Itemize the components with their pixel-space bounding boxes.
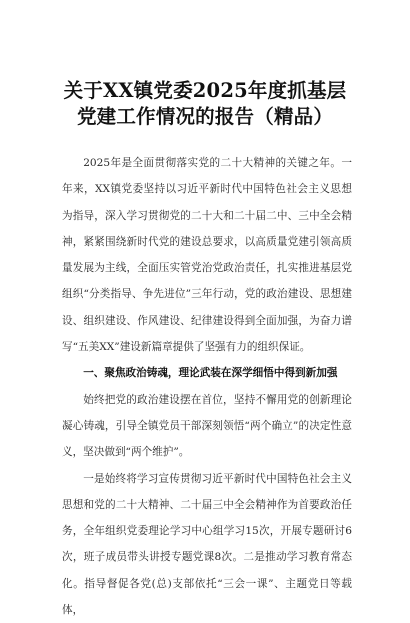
intro-paragraph: 2025年是全面贯彻落实党的二十大精神的关键之年。一年来，XX镇党委坚持以习近平新时代中国特色社会主义思想为指导，深入学习贯彻党的二十大和二十届二中、三中全会精神，紧紧围绕新时代党的建设总要求，以高质量党建引领高质量发展为主线，全面压实管党治党政治责任，扎实推进基层党组织“分类指导、争先进位”三年行动，党的政治建设、思想建设、组织建设、作风建设、纪律建设得到全面加强，为奋力谱写“五美XX”建设新篇章提供了坚强有力的组织保证。	[62, 157, 352, 354]
body-paragraph: 始终把党的政治建设摆在首位，坚持不懈用党的创新理论凝心铸魂，引导全镇党员干部深刻领悟“两个确立”的决定性意义，坚决做到“两个维护”。	[62, 393, 352, 459]
document-body	[62, 150, 352, 623]
body-paragraph: 一是始终将学习宣传贯彻习近平新时代中国特色社会主义思想和党的二十大精神、二十届三中全会精神作为首要政治任务，全年组织党委理论学习中心组学习15次，开展专题研讨6次，班子成员带头讲授专题党课8次。二是推动学习教育常态化。指导督促各党(总)支部依托“三会一课”、主题党日等载体，	[62, 472, 352, 617]
section-heading: 一、聚焦政治铸魂，理论武装在深学细悟中得到新加强	[83, 367, 338, 380]
document-title: 关于XX镇党委2025年度抓基层党建工作情况的报告（精品）	[63, 79, 347, 128]
